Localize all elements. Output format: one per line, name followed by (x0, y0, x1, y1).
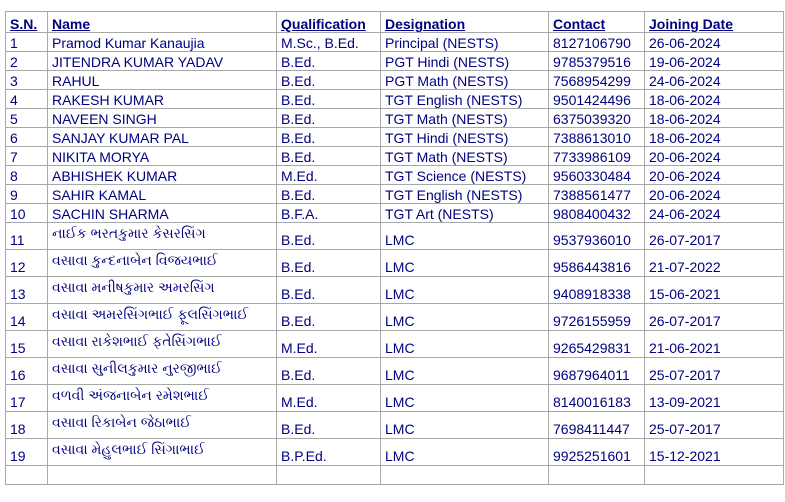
table-row (6, 250, 784, 277)
cell-designation: LMC (381, 412, 549, 439)
cell-joining-date: 25-07-2017 (645, 358, 784, 385)
cell-sn: 12 (6, 250, 48, 277)
cell-name: JITENDRA KUMAR YADAV (48, 52, 277, 71)
cell-name: ABHISHEK KUMAR (48, 166, 277, 185)
cell-qualification: B.P.Ed. (277, 439, 381, 466)
cell-qualification: B.Ed. (277, 109, 381, 128)
cell-qualification: M.Ed. (277, 331, 381, 358)
table-row (6, 277, 784, 304)
cell-designation: TGT Art (NESTS) (381, 204, 549, 223)
cell-sn: 11 (6, 223, 48, 250)
table-row (6, 358, 784, 385)
cell-sn: 8 (6, 166, 48, 185)
header-row (6, 12, 784, 33)
cell-designation: LMC (381, 304, 549, 331)
cell-qualification: B.F.A. (277, 204, 381, 223)
cell-designation: LMC (381, 358, 549, 385)
cell-name: SAHIR KAMAL (48, 185, 277, 204)
table-row (6, 385, 784, 412)
table-row (6, 128, 784, 147)
table-row (6, 33, 784, 52)
cell-qualification: B.Ed. (277, 223, 381, 250)
cell-qualification: B.Ed. (277, 71, 381, 90)
cell-designation: LMC (381, 223, 549, 250)
cell-sn: 13 (6, 277, 48, 304)
cell-contact: 9586443816 (549, 250, 645, 277)
staff-table (5, 11, 784, 485)
cell-name: નાઈક ભરતકુમાર કેસરસિંગ (48, 223, 277, 250)
cell-qualification: B.Ed. (277, 147, 381, 166)
cell-designation: TGT English (NESTS) (381, 185, 549, 204)
cell-name: વસાવા રિકાબેન જેઠાભાઈ (48, 412, 277, 439)
cell-qualification: B.Ed. (277, 185, 381, 204)
cell-designation: LMC (381, 331, 549, 358)
cell-name: વસાવા મનીષકુમાર અમરસિંગ (48, 277, 277, 304)
cell-contact: 9560330484 (549, 166, 645, 185)
table-row (6, 166, 784, 185)
table-row (6, 109, 784, 128)
cell-sn: 4 (6, 90, 48, 109)
cell-joining-date: 20-06-2024 (645, 147, 784, 166)
cell-sn: 14 (6, 304, 48, 331)
cell-contact: 7388613010 (549, 128, 645, 147)
cell-qualification: M.Sc., B.Ed. (277, 33, 381, 52)
cell-designation: TGT Hindi (NESTS) (381, 128, 549, 147)
cell-sn: 18 (6, 412, 48, 439)
cell-name: વસાવા મેહુલભાઈ સિંગાભાઈ (48, 439, 277, 466)
cell-sn: 10 (6, 204, 48, 223)
cell-name: NIKITA MORYA (48, 147, 277, 166)
cell-joining-date: 24-06-2024 (645, 204, 784, 223)
cell-contact: 7568954299 (549, 71, 645, 90)
cell-name: Pramod Kumar Kanaujia (48, 33, 277, 52)
cell-sn: 6 (6, 128, 48, 147)
empty-cell (645, 466, 784, 485)
empty-cell (277, 466, 381, 485)
cell-joining-date: 18-06-2024 (645, 128, 784, 147)
cell-name: NAVEEN SINGH (48, 109, 277, 128)
cell-joining-date: 18-06-2024 (645, 90, 784, 109)
cell-joining-date: 19-06-2024 (645, 52, 784, 71)
cell-contact: 8127106790 (549, 33, 645, 52)
header-contact: Contact (549, 12, 645, 33)
cell-contact: 9537936010 (549, 223, 645, 250)
cell-joining-date: 26-07-2017 (645, 223, 784, 250)
cell-qualification: B.Ed. (277, 277, 381, 304)
cell-contact: 6375039320 (549, 109, 645, 128)
table-row (6, 331, 784, 358)
cell-designation: TGT Science (NESTS) (381, 166, 549, 185)
cell-contact: 9808400432 (549, 204, 645, 223)
cell-contact: 7388561477 (549, 185, 645, 204)
cell-designation: TGT Math (NESTS) (381, 147, 549, 166)
cell-sn: 1 (6, 33, 48, 52)
header-name: Name (48, 12, 277, 33)
cell-qualification: B.Ed. (277, 412, 381, 439)
cell-designation: LMC (381, 385, 549, 412)
cell-contact: 7698411447 (549, 412, 645, 439)
cell-joining-date: 21-06-2021 (645, 331, 784, 358)
cell-sn: 5 (6, 109, 48, 128)
cell-designation: TGT Math (NESTS) (381, 109, 549, 128)
header-sn: S.N. (6, 12, 48, 33)
cell-contact: 7733986109 (549, 147, 645, 166)
cell-contact: 9785379516 (549, 52, 645, 71)
cell-sn: 7 (6, 147, 48, 166)
cell-sn: 2 (6, 52, 48, 71)
table-row (6, 71, 784, 90)
cell-sn: 17 (6, 385, 48, 412)
cell-sn: 9 (6, 185, 48, 204)
cell-joining-date: 20-06-2024 (645, 185, 784, 204)
table-row (6, 147, 784, 166)
cell-qualification: B.Ed. (277, 304, 381, 331)
cell-sn: 16 (6, 358, 48, 385)
cell-designation: LMC (381, 277, 549, 304)
cell-name: RAKESH KUMAR (48, 90, 277, 109)
cell-qualification: M.Ed. (277, 166, 381, 185)
cell-contact: 9925251601 (549, 439, 645, 466)
cell-joining-date: 26-07-2017 (645, 304, 784, 331)
cell-sn: 19 (6, 439, 48, 466)
table-row (6, 52, 784, 71)
cell-joining-date: 20-06-2024 (645, 166, 784, 185)
empty-cell (6, 466, 48, 485)
empty-row (6, 466, 784, 485)
cell-name: RAHUL (48, 71, 277, 90)
cell-name: SACHIN SHARMA (48, 204, 277, 223)
cell-name: વળવી અંજનાબેન રમેશભાઈ (48, 385, 277, 412)
cell-designation: PGT Math (NESTS) (381, 71, 549, 90)
table-row (6, 90, 784, 109)
table-row (6, 185, 784, 204)
cell-qualification: B.Ed. (277, 250, 381, 277)
table-row (6, 439, 784, 466)
cell-contact: 9265429831 (549, 331, 645, 358)
cell-designation: TGT English (NESTS) (381, 90, 549, 109)
header-qualification: Qualification (277, 12, 381, 33)
cell-joining-date: 15-06-2021 (645, 277, 784, 304)
empty-cell (549, 466, 645, 485)
table-row (6, 204, 784, 223)
cell-joining-date: 26-06-2024 (645, 33, 784, 52)
cell-qualification: B.Ed. (277, 358, 381, 385)
cell-name: SANJAY KUMAR PAL (48, 128, 277, 147)
cell-designation: PGT Hindi (NESTS) (381, 52, 549, 71)
table-row (6, 304, 784, 331)
cell-name: વસાવા કુન્દનાબેન વિજયભાઈ (48, 250, 277, 277)
header-designation: Designation (381, 12, 549, 33)
cell-sn: 15 (6, 331, 48, 358)
empty-cell (48, 466, 277, 485)
cell-qualification: B.Ed. (277, 128, 381, 147)
cell-designation: LMC (381, 250, 549, 277)
empty-cell (381, 466, 549, 485)
cell-designation: LMC (381, 439, 549, 466)
cell-sn: 3 (6, 71, 48, 90)
cell-name: વસાવા રાકેશભાઈ ફતેસિંગભાઈ (48, 331, 277, 358)
cell-joining-date: 24-06-2024 (645, 71, 784, 90)
cell-contact: 8140016183 (549, 385, 645, 412)
cell-qualification: B.Ed. (277, 52, 381, 71)
cell-qualification: B.Ed. (277, 90, 381, 109)
cell-joining-date: 25-07-2017 (645, 412, 784, 439)
table-row (6, 223, 784, 250)
cell-name: વસાવા સુનીલકુમાર નુરજીભાઈ (48, 358, 277, 385)
cell-qualification: M.Ed. (277, 385, 381, 412)
cell-joining-date: 15-12-2021 (645, 439, 784, 466)
cell-contact: 9408918338 (549, 277, 645, 304)
cell-contact: 9726155959 (549, 304, 645, 331)
cell-contact: 9687964011 (549, 358, 645, 385)
cell-name: વસાવા અમરસિંગભાઈ ફૂલસિંગભાઈ (48, 304, 277, 331)
header-joining-date: Joining Date (645, 12, 784, 33)
cell-contact: 9501424496 (549, 90, 645, 109)
cell-joining-date: 21-07-2022 (645, 250, 784, 277)
cell-designation: Principal (NESTS) (381, 33, 549, 52)
cell-joining-date: 18-06-2024 (645, 109, 784, 128)
table-row (6, 412, 784, 439)
cell-joining-date: 13-09-2021 (645, 385, 784, 412)
